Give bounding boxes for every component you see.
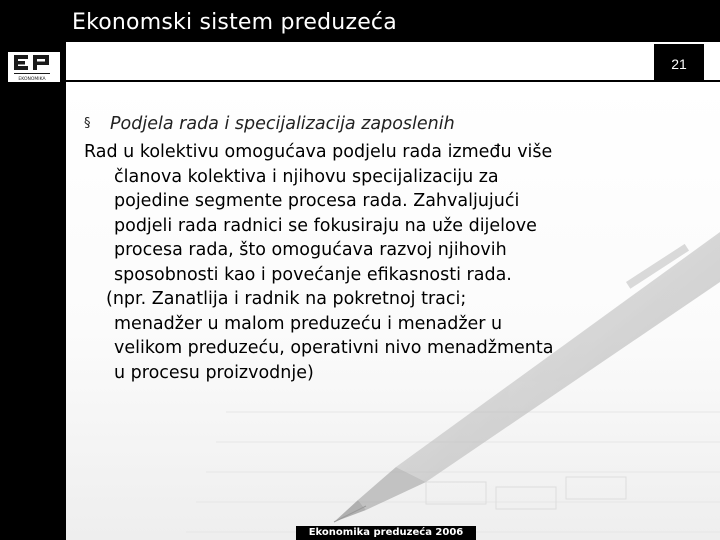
title-bar	[0, 0, 720, 44]
example-line: velikom preduzeću, operativni nivo menadžmenta	[114, 338, 554, 358]
left-sidebar-band	[0, 44, 66, 540]
slide-title: Ekonomski sistem preduzeća	[72, 10, 397, 35]
page-number-box	[654, 44, 704, 82]
paragraph-line: pojedine segmente procesa rada. Zahvaljujući	[114, 191, 520, 211]
slide-body	[84, 112, 704, 385]
example-line: menadžer u malom preduzeću i menadžer u	[114, 313, 503, 334]
page-number: 21	[671, 56, 687, 72]
logo-caption: EKONOMIKA	[18, 77, 46, 82]
ep-logo-icon	[8, 52, 60, 82]
header-strip	[66, 44, 720, 82]
footer-text: Ekonomika preduzeća 2006	[308, 527, 464, 538]
paragraph-line: Rad u kolektivu omogućava podjelu rada između više	[84, 142, 553, 162]
footer	[296, 526, 476, 540]
bullet-item	[84, 112, 704, 137]
paragraph-line: članova kolektiva i njihovu specijalizaciju za	[114, 166, 499, 187]
square-bullet-icon: §	[84, 116, 91, 131]
main-paragraph	[84, 140, 704, 385]
paragraph-line: sposobnosti kao i povećanje efikasnosti rada.	[114, 264, 512, 285]
bullet-text: Podjela rada i specijalizacija zaposlenih	[110, 114, 455, 134]
example-line: (npr. Zanatlija i radnik na pokretnoj traci;	[106, 289, 467, 309]
paragraph-line: podjeli rada radnici se fokusiraju na uže dijelove	[114, 215, 537, 236]
paragraph-line: procesa rada, što omogućava razvoj njihovih	[114, 240, 507, 260]
example-line: u procesu proizvodnje)	[114, 362, 314, 383]
header-right-edge	[704, 44, 720, 82]
